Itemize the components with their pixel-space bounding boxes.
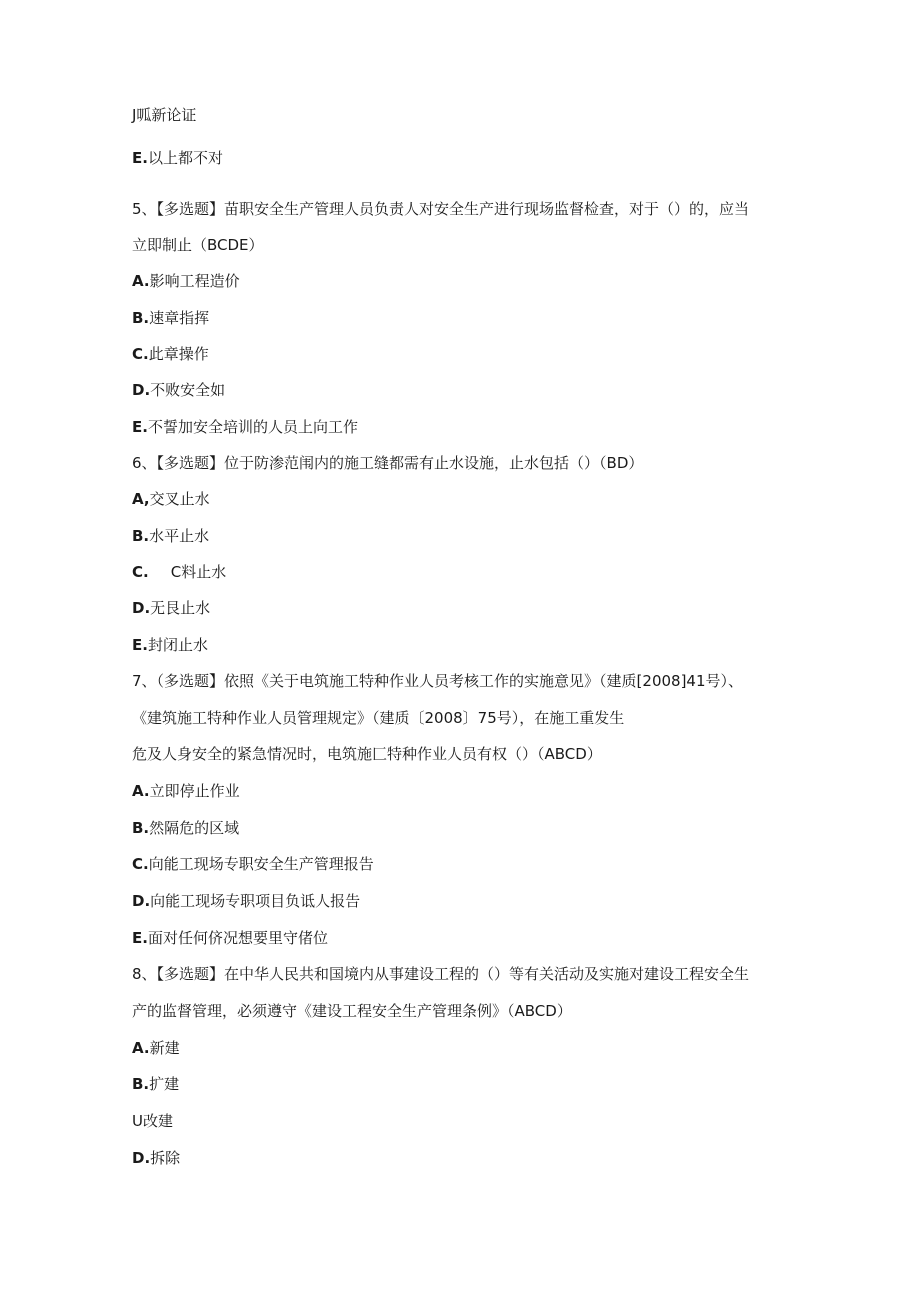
option-letter: B. (132, 819, 150, 837)
option-letter: D. (132, 1149, 151, 1167)
option-text: 封闭止水 (147, 636, 208, 654)
option-line (132, 891, 792, 911)
option-text: 不誓加安全培训的人员上向工作 (147, 418, 358, 436)
option-line (132, 635, 792, 655)
question-line (132, 453, 792, 473)
question-text: 5、【多选题】苗职安全生产管理人员负责人对安全生产进行现场监督检查，对于（）的，应当 (132, 200, 750, 218)
option-line (132, 1111, 792, 1131)
option-line (132, 598, 792, 618)
option-letter: A. (132, 272, 150, 290)
option-letter: B. (132, 1075, 150, 1093)
option-line (132, 271, 792, 291)
option-line (132, 818, 792, 838)
option-text: J呱新论证 (132, 106, 197, 124)
option-line (132, 1074, 792, 1094)
option-text: 新建 (149, 1039, 180, 1057)
option-letter: A. (132, 782, 150, 800)
option-letter: C. (132, 345, 149, 363)
option-text: 无艮止水 (150, 599, 211, 617)
question-line (132, 235, 792, 255)
option-text: U改建 (132, 1112, 173, 1130)
option-line (132, 308, 792, 328)
option-letter: B. (132, 527, 150, 545)
option-line (132, 1038, 792, 1058)
option-text: 面对任何侪况想要里守偖位 (147, 929, 328, 947)
option-letter: C. (132, 563, 149, 581)
option-line (132, 526, 792, 546)
option-letter: E. (132, 929, 148, 947)
option-line (132, 148, 792, 168)
option-letter: A. (132, 1039, 150, 1057)
option-line (132, 928, 792, 948)
option-text: 然隔危的区域 (149, 819, 240, 837)
option-text: 立即停止作业 (149, 782, 240, 800)
option-letter: A, (132, 490, 150, 508)
option-text: 扩建 (149, 1075, 180, 1093)
option-text: 不败安全如 (150, 381, 226, 399)
option-line (132, 781, 792, 801)
question-text: 《建筑施工特种作业人员管理规定》（建质〔2008〕75号），在施工重发生 (132, 709, 625, 727)
question-line (132, 1001, 792, 1021)
option-text: 以上都不对 (147, 149, 223, 167)
option-line (132, 105, 792, 125)
option-letter: D. (132, 599, 151, 617)
option-line (132, 380, 792, 400)
option-letter: E. (132, 636, 148, 654)
option-letter: E. (132, 418, 148, 436)
question-text: 6、【多选题】位于防渗范闱内的施工缝都需有止水设施，止水包括（）（BD） (132, 454, 644, 472)
option-text: 向能工现场专职项目负诋人报告 (150, 892, 361, 910)
option-text: 交叉止水 (149, 490, 210, 508)
question-line (132, 708, 792, 728)
option-text: 此章操作 (148, 345, 209, 363)
option-line (132, 854, 792, 874)
option-letter: D. (132, 381, 151, 399)
option-letter: E. (132, 149, 148, 167)
question-text: 8、【多选题】在中华人民共和国境内从事建设工程的（）等有关活动及实施对建设工程安全生 (132, 965, 750, 983)
question-line (132, 199, 792, 219)
option-letter: C. (132, 855, 149, 873)
option-letter: D. (132, 892, 151, 910)
question-text: 立即制止（BCDE） (132, 236, 264, 254)
question-text: 危及人身安全的紧急情况时，电筑施匚特种作业人员有权（）（ABCD） (132, 745, 602, 763)
question-line (132, 964, 792, 984)
option-line (132, 344, 792, 364)
option-letter: B. (132, 309, 150, 327)
option-line (132, 417, 792, 437)
option-text: 拆除 (150, 1149, 181, 1167)
option-line (132, 489, 792, 509)
option-text: 影响工程造价 (149, 272, 240, 290)
question-line (132, 744, 792, 764)
question-text: 产的监督管理，必须遵守《建设工程安全生产管理条例》（ABCD） (132, 1002, 572, 1020)
question-line (132, 671, 792, 691)
option-line (132, 1148, 792, 1168)
option-text: 向能工现场专职安全生产管理报告 (148, 855, 374, 873)
option-text: 速章指挥 (149, 309, 210, 327)
option-line (132, 562, 792, 582)
option-text: 水平止水 (149, 527, 210, 545)
question-text: 7、（多选题】依照《关于电筑施工特种作业人员考核工作的实施意见》（建质[2008]41号）、 (132, 672, 744, 690)
option-text: C料止水 (170, 563, 227, 581)
